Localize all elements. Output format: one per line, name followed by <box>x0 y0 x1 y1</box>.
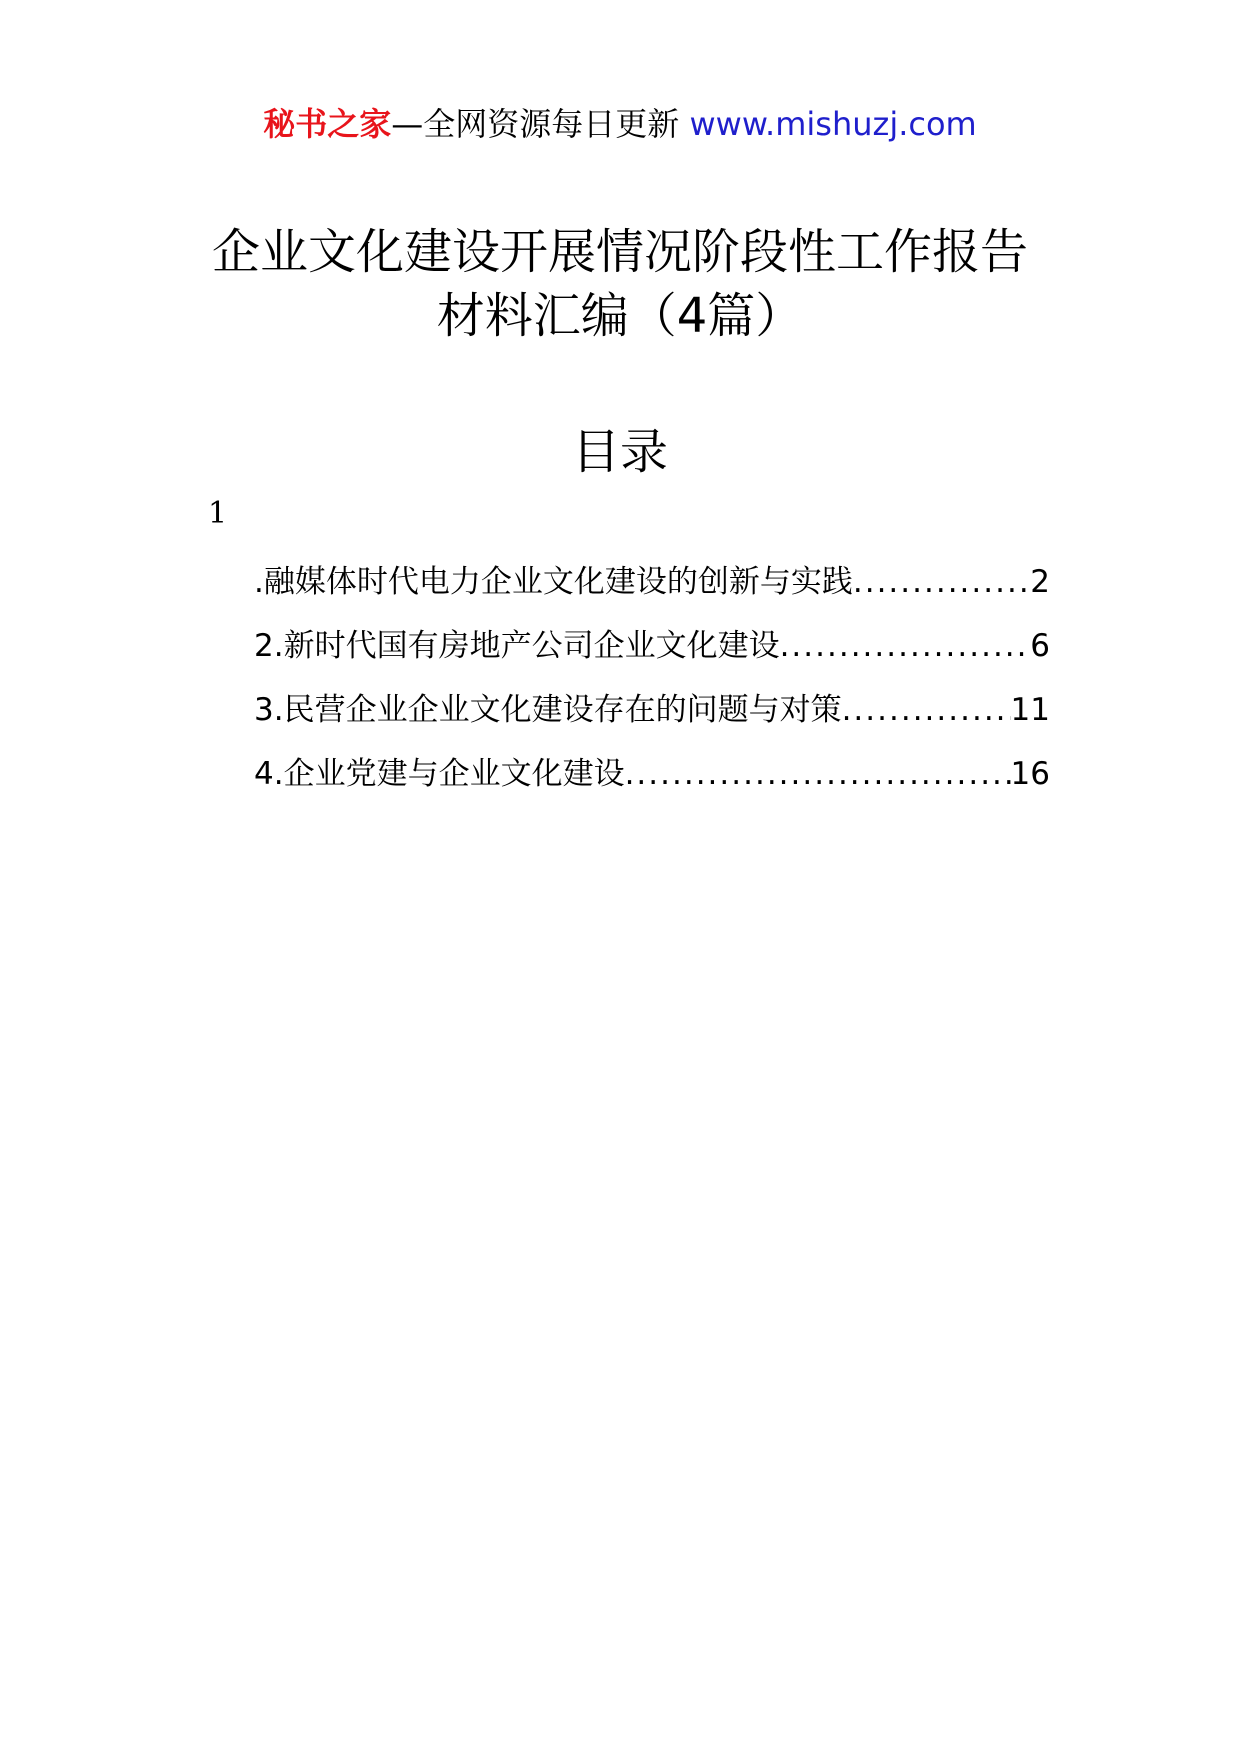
toc-dot-leader <box>853 558 1030 606</box>
toc-entry-2[interactable] <box>254 622 1050 686</box>
toc-entry-title: 3.民营企业企业文化建设存在的问题与对策 <box>254 692 842 728</box>
table-of-contents <box>254 558 1050 814</box>
toc-dot-leader <box>842 686 1011 734</box>
toc-dot-leader <box>625 750 1011 798</box>
document-title-line-2: 材料汇编（4篇） <box>436 288 804 344</box>
site-url-link[interactable]: www.mishuzj.com <box>689 105 977 143</box>
toc-entry-4[interactable] <box>254 750 1050 814</box>
toc-entry-title: .融媒体时代电力企业文化建设的创新与实践 <box>254 564 853 600</box>
site-header <box>0 100 1240 148</box>
toc-entry-page: 11 <box>1010 692 1050 728</box>
site-slogan: —全网资源每日更新 <box>391 105 680 143</box>
toc-heading: 目录 <box>571 424 668 480</box>
brand-name: 秘书之家 <box>263 105 392 143</box>
toc-entry-title: 4.企业党建与企业文化建设 <box>254 756 625 792</box>
toc-entry-page: 2 <box>1030 564 1050 600</box>
document-title-line-1: 企业文化建设开展情况阶段性工作报告 <box>211 224 1028 280</box>
toc-dot-leader <box>780 622 1031 670</box>
toc-number-prefix: 1 <box>208 496 228 531</box>
toc-entry-title: 2.新时代国有房地产公司企业文化建设 <box>254 628 780 664</box>
toc-entry-page: 16 <box>1010 756 1050 792</box>
toc-entry-page: 6 <box>1030 628 1050 664</box>
toc-entry-3[interactable] <box>254 686 1050 750</box>
document-title <box>0 220 1240 348</box>
toc-entry-1[interactable] <box>254 558 1050 622</box>
